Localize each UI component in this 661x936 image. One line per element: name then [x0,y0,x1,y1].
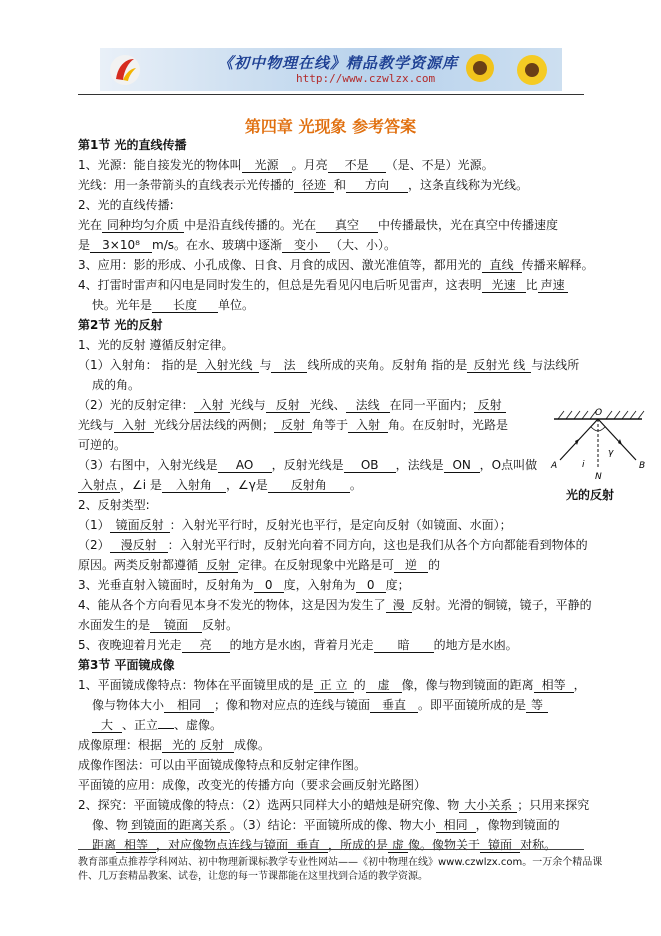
text-line: 是 3×10⁸ m/s。在水、玻璃中逐渐 变小 （大、小）。 [78,238,397,252]
label-a: A [551,461,558,471]
site-logo-icon [108,53,142,87]
text-line: 光线：用一条带箭头的直线表示光传播的 径迹 和 方向 ，这条直线称为光线。 [78,178,529,192]
answer-blank: 反射 [198,559,238,573]
text-line: 成像作图法：可以由平面镜成像特点和反射定律作图。 [78,758,367,772]
answer-blank: 反射角 [268,479,350,493]
answer-blank: 法 [271,359,307,373]
footer-line: 教育部重点推荐学科网站、初中物理新课标教学专业性网站——《初中物理在线》www.czwlzx.com。一万余个精品课 [78,857,603,868]
text-line: 成的角。 [92,378,141,392]
answer-blank: 直线 [482,259,522,273]
text-line: 4、打雷时雷声和闪电是同时发生的，但总是先看见闪电后听见雷声，这表明 光速 比 声速 [78,278,568,293]
text-line: 像、物 到镜面的距离关系 。（3）结论：平面镜所成的像、物大小 相同 ，像物到镜面的 [92,818,560,832]
label-i: i [582,460,585,470]
answer-blank: OB [344,459,396,473]
text-line: 1、平面镜成像特点：物体在平面镜里成的是 正 立 的 虚 像，像与物到镜面的距离 相等 ， [78,678,586,692]
answer-blank: 变小 [282,239,330,253]
answer-blank: 光的 反射 [162,739,234,753]
answer-blank: 0 [254,579,284,593]
answer-blank: 相等 [534,679,574,693]
answer-blank: 逆 [394,559,428,573]
answer-blank: 方向 [346,179,408,193]
text-line: 5、夜晚迎着月光走 亮 的地方是水凼，背着月光走 暗 的地方是水凼。 [78,638,518,652]
text-line: 大 、正立 、虚像。 [92,718,222,733]
answer-blank: 光速 [482,279,526,293]
answer-blank: 入射光线 [197,359,259,373]
answer-blank [158,728,174,729]
text-line: 平面镜的应用：成像，改变光的传播方向（要求会画反射光路图） [78,778,427,792]
answer-blank: 镜面反射 [110,519,170,533]
text-line: 可逆的。 [78,438,127,452]
text-line: （2） 漫反射 ：入射光平行时，反射光向着不同方向，这也是我们从各个方向都能看到物体的 [78,538,588,552]
sunflower-decoration-icon [510,48,550,91]
answer-blank: 镜面 [480,839,520,853]
text-line: 4、能从各个方向看见本身不发光的物体，这是因为发生了 漫 反射。光滑的铜镜，镜子，平静的 [78,598,592,612]
answer-blank: 虚 [388,839,408,853]
answer-blank: 法线 [346,399,390,413]
text-line: 入射点 ，∠i 是 入射角 ，∠γ是 反射角 。 [78,478,362,493]
answer-blank: 反射 [274,419,312,433]
label-r: γ [608,448,614,458]
sunflower-decoration-icon [460,48,500,91]
chapter-title: 第四章 光现象 参考答案 [244,117,417,136]
answer-blank: 长度 [152,299,218,313]
header-banner [100,48,562,91]
footer-line: 件、几万套精品教案、试卷，让您的每一节课都能在这里找到合适的教学资源。 [78,871,428,882]
text-line: 光在 同种均匀介质 中是沿直线传播的。光在 真空 中传播最快，光在真空中传播速度 [78,218,559,232]
text-line: （1）入射角： 指的是 入射光线 与 法 线所成的夹角。反射角 指的是 反射光 线 与法线所 [78,358,580,372]
label-n: N [595,472,602,482]
text-line: 水面发生的是 镜面 反射。 [78,618,239,632]
text-line: 2、反射类型: [78,498,150,512]
answer-blank: 漫 [386,599,412,613]
answer-blank: 大小关系 [459,799,517,813]
text-line: （2）光的反射定律： 入射 光线与 反射 光线、 法线 在同一平面内； 反射 [78,398,506,413]
answer-blank: 到镜面的距离关系 [128,819,230,833]
footer-divider [78,849,584,850]
answer-blank: 亮 [182,639,230,653]
answer-blank: 不是 [328,159,386,173]
answer-blank: ON [444,459,480,473]
answer-blank: AO [218,459,272,473]
text-line: 2、光的直线传播: [78,198,174,212]
text-line: 3、应用：影的形成、小孔成像、日食、月食的成因、激光准值等，都用光的 直线 传播来解释。 [78,258,594,272]
section-heading: 第2节 光的反射 [78,318,163,332]
answer-blank: 正 立 [314,679,354,693]
text-line: （1） 镜面反射 ：入射光平行时，反射光也平行，是定向反射（如镜面、水面）； [78,518,512,532]
answer-blank: 0 [356,579,386,593]
text-line: （3）右图中，入射光线是 AO ，反射光线是 OB ，法线是 ON ，O点叫做 [78,458,538,472]
answer-blank: 反射 [266,399,310,413]
answer-blank: 垂直 [370,699,418,713]
answer-blank: 入射 [348,419,388,433]
answer-blank: 3×10⁸ [90,239,152,253]
answer-blank: 入射角 [162,479,226,493]
answer-blank: 相同 [436,819,476,833]
text-line: 原因。两类反射都遵循 反射 定律。在反射现象中光路是可 逆 的 [78,558,441,572]
answer-blank: 声速 [538,279,568,293]
answer-blank: 同种均匀介质 [102,219,184,233]
diagram-caption: 光的反射 [566,488,615,502]
text-line: 1、光的反射 遵循反射定律。 [78,338,234,352]
answer-blank: 等 [526,699,548,713]
answer-blank: 虚 [366,679,402,693]
answer-blank: 反射 [474,399,506,413]
section-heading: 第3节 平面镜成像 [78,658,175,672]
text-line: 距离 相等 ，对应像物点连线与镜面 垂直 ，所成的是 虚 像。像物关于 镜面 对称。 [92,838,557,852]
banner-url[interactable]: http://www.czwlzx.com [296,72,436,85]
text-line: 快。光年是 长度 单位。 [92,298,255,312]
answer-blank: 入射 [194,399,230,413]
answer-blank: 漫反射 [110,539,168,553]
answer-blank: 镜面 [150,619,202,633]
banner-title: 《初中物理在线》精品教学资源库 [218,54,459,72]
answer-blank: 反射光 线 [467,359,531,373]
answer-blank: 相等 [116,839,156,853]
answer-blank: 径迹 [294,179,334,193]
label-o: O [595,408,603,418]
answer-blank: 入射 [114,419,154,433]
label-b: B [639,461,646,471]
answer-blank: 暗 [374,639,434,653]
answer-blank: 大 [92,719,122,733]
answer-blank: 垂直 [288,839,328,853]
answer-blank: 真空 [316,219,378,233]
text-line: 成像原理：根据 光的 反射 成像。 [78,738,271,752]
header-divider [78,94,584,95]
answer-blank: 相同 [164,699,214,713]
section-heading: 第1节 光的直线传播 [78,138,187,152]
text-line: 2、探究：平面镜成像的特点：（2）选两只同样大小的蜡烛是研究像、物 大小关系 ；只用来探究 [78,798,590,812]
text-line: 像与物体大小 相同 ；像和物对应点的连线与镜面 垂直 。即平面镜所成的是 等 [92,698,548,713]
text-line: 光线与 入射 光线分居法线的两侧； 反射 角等于 入射 角。在反射时，光路是 [78,418,509,432]
answer-blank: 入射点 [78,479,120,493]
text-line: 1、光源：能自接发光的物体叫 光源 。月亮 不是 （是、不是）光源。 [78,158,494,172]
text-line: 3、光垂直射入镜面时，反射角为 0 度，入射角为 0 度； [78,578,410,592]
answer-blank: 光源 [242,159,292,173]
